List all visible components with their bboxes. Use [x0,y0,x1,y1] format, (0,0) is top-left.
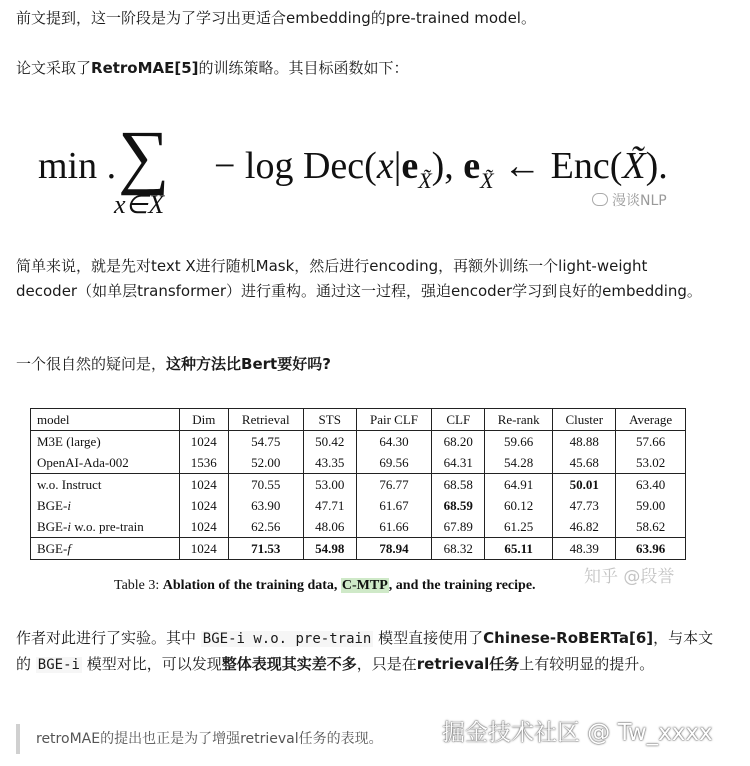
table-cell: 1024 [180,516,229,538]
retromae-ref: RetroMAE[5] [91,59,199,77]
table-header-cell: Re-rank [485,409,553,431]
table-cell: 53.02 [616,452,686,474]
text: 论文采取了 [16,59,92,77]
table-header-cell: Pair CLF [356,409,432,431]
table-cell: 64.91 [485,474,553,496]
table-cell: 59.00 [616,495,686,516]
table-cell: 48.88 [553,431,616,453]
paragraph-retromae [16,56,409,81]
table-cell: 1024 [180,431,229,453]
table-cell: 61.66 [356,516,432,538]
blockquote [16,724,383,754]
watermark-juejin: 掘金技术社区 @ Tw_xxxx [442,720,713,746]
ablation-table [30,408,686,560]
table-cell: BGE-f [31,538,180,560]
table-header-cell: model [31,409,180,431]
table-header-cell: Retrieval [228,409,303,431]
table-cell: 69.56 [356,452,432,474]
table-cell: 47.73 [553,495,616,516]
table-cell: 58.62 [616,516,686,538]
table-cell: 48.39 [553,538,616,560]
table-cell: 43.35 [303,452,356,474]
text: 的训练策略。其目标函数如下： [198,59,409,77]
table-cell: 60.12 [485,495,553,516]
formula-sum: ∑ [118,116,170,196]
objective-formula [30,118,720,233]
blockquote-text: retroMAE的提出也正是为了增强retrieval任务的表现。 [36,731,383,747]
table-cell: OpenAI-Ada-002 [31,452,180,474]
table-cell: 57.66 [616,431,686,453]
table-cell: 46.82 [553,516,616,538]
table-caption: Table 3: Ablation of the training data, C-MTP, and the training recipe. [114,578,536,593]
table-cell: w.o. Instruct [31,474,180,496]
table-cell: BGE-i w.o. pre-train [31,516,180,538]
table-header-cell: Average [616,409,686,431]
table-cell: 68.32 [432,538,485,560]
table-cell: 48.06 [303,516,356,538]
table-cell: 63.96 [616,538,686,560]
table-cell: 76.77 [356,474,432,496]
table-cell: 54.28 [485,452,553,474]
paragraph-experiment: 作者对此进行了实验。其中 BGE-i w.o. pre-train 模型直接使用了Chinese-RoBERTa[6]，与本文的 BGE-i 模型对比，可以发现整体表现其实差不多，只是在retrieval任务上有较明显的提升。 [16,629,714,673]
table-cell: 1536 [180,452,229,474]
table-cell: 50.42 [303,431,356,453]
table-cell: 52.00 [228,452,303,474]
table-cell: 63.40 [616,474,686,496]
table-header-cell: STS [303,409,356,431]
watermark-zhihu: 知乎 @段誉 [584,567,675,587]
table-row [31,495,686,516]
table-cell: 53.00 [303,474,356,496]
table-cell: 68.58 [432,474,485,496]
wechat-icon [592,193,608,206]
table-cell: 62.56 [228,516,303,538]
table-header-cell: Cluster [553,409,616,431]
table-cell: 54.75 [228,431,303,453]
table-row [31,516,686,538]
table-cell: 64.30 [356,431,432,453]
text: 一个很自然的疑问是， [16,355,167,373]
formula-body: − $\log Dec(x|e_{X̃})$, $e_{X̃}$ ← Enc(X̃). [214,145,668,193]
table-cell: 70.55 [228,474,303,496]
table-header-cell: Dim [180,409,229,431]
table-cell: 67.89 [432,516,485,538]
table-cell: 47.71 [303,495,356,516]
table-cell: BGE-i [31,495,180,516]
table-cell: 54.98 [303,538,356,560]
inline-code: BGE-i w.o. pre-train [202,631,372,647]
table-cell: 45.68 [553,452,616,474]
table-cell: 50.01 [553,474,616,496]
table-cell: 78.94 [356,538,432,560]
formula-sum-subscript: x∈X [114,190,165,219]
caption-highlight: C-MTP [341,578,388,593]
table-cell: 59.66 [485,431,553,453]
table-row [31,538,686,560]
table-row [31,474,686,496]
table-cell: 63.90 [228,495,303,516]
paragraph-method: 简单来说，就是先对text X进行随机Mask，然后进行encoding，再额外训练一个light-weight decoder（如单层transformer）进行重构。通过这一过程，强迫encoder学习到良好的embedding。 [16,257,702,300]
paragraph-question [16,352,331,377]
formula-min: min . [38,145,117,187]
table-cell: 1024 [180,538,229,560]
table-header-cell: CLF [432,409,485,431]
table-cell: 64.31 [432,452,485,474]
table-cell: 68.59 [432,495,485,516]
table-cell: 61.25 [485,516,553,538]
table-cell: 61.67 [356,495,432,516]
table-header-row [31,409,686,431]
table-cell: 1024 [180,495,229,516]
table-row [31,452,686,474]
table-row [31,431,686,453]
table-cell: 68.20 [432,431,485,453]
paragraph-intro: 前文提到，这一阶段是为了学习出更适合embedding的pre-trained model。 [16,9,536,27]
question-bold: 这种方法比Bert要好吗? [166,355,331,373]
table-cell: 65.11 [485,538,553,560]
table-cell: M3E (large) [31,431,180,453]
table-cell: 71.53 [228,538,303,560]
table-cell: 1024 [180,474,229,496]
inline-code: BGE-i [37,657,80,673]
watermark-wechat: 漫谈NLP [592,190,667,210]
